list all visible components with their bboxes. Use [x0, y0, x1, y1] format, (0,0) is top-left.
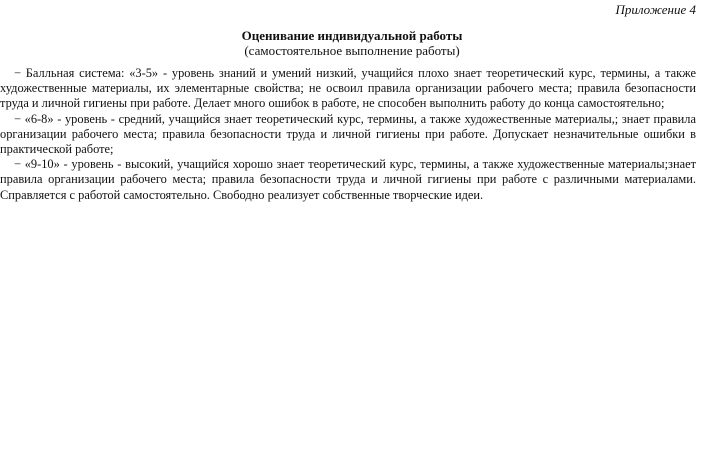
criteria-item-high: − «9-10» - уровень - высокий, учащийся хорошо знает теоретический курс, термины, а также художественные материалы;знает правила организации рабочего места; правила безопасности труда и личной гигиены при работе с различными материалами. Справляется с работой самостоятельно. Свободно реализует собственные творческие идеи. [0, 157, 696, 202]
criteria-item-low: − Балльная система: «3-5» - уровень знаний и умений низкий, учащийся плохо знает теоретический курс, термины, а также художественные материалы, их элементарные свойства; не освоил правила организации рабочего места; правила безопасности труда и личной гигиены при работе. Делает много ошибок в работе, не способен выполнить работу до конца самостоятельно; [0, 66, 696, 111]
grading-criteria [0, 66, 696, 203]
page-title: Оценивание индивидуальной работы [241, 28, 463, 43]
criteria-item-medium: − «6-8» - уровень - средний, учащийся знает теоретический курс, термины, а также художественные материалы,; знает правила организации рабочего места; правила безопасности труда и личной гигиены при работе. Допускает незначительные ошибки в практической работе; [0, 111, 696, 157]
heading-block [0, 28, 704, 58]
appendix-label: Приложение 4 [615, 2, 696, 17]
page-subtitle: (самостоятельное выполнение работы) [244, 43, 460, 58]
